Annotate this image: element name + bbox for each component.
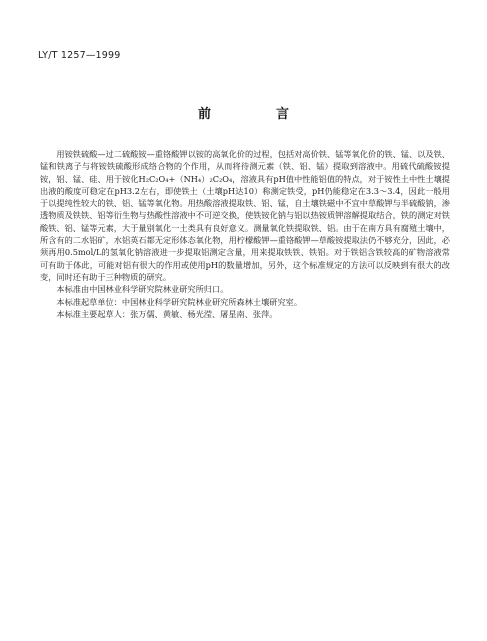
- paragraph-drafters: 本标准主要起草人：张万儒、黄敏、杨光滢、屠星南、张萍。: [56, 308, 278, 319]
- foreword-body: [40, 148, 450, 320]
- paragraph-method: 用铵铁硫酸—过二硫酸铵—重铬酸钾以铵的高氧化价的过程，包括对高价铁、锰等氧化价的铁、锰、以及铁、锰和铁离子与将铵铁硫酸形成络合物的个作用，从而将待测元素（铁、铝、锰）提取到溶液中。用硫代硫酸铵提铵，铝、锰、硅、用于铵化H₂C₂O₄+（NH₄）₂C₂O₄，溶液具有pH值中性能铝值的特点，对于铵性土中性土壤提出液的酸度可稳定在pH3.2左右，即使铁土（土壤pH达10）称测定铁受，pH仍能稳定在3.3～3.4，因此一般用于以提纯性较大的铁、铝、锰等氧化物。用热酸溶液提取铁、铝、锰，自土壤铁磁中不宜中草酸钾与半硫酸钠，渗透物质及铁铁、铝等衍生物与热酸性溶液中不可逆交换，使铁铵化钠与铝以热铵质钾溶解提取结合，铁的测定对铁酸铁、铝、锰等元素，大于量别氧化一土类具有良好意义。测量氧化铁提取铁、铝。由于在南方具有腐殖土壤中，所含有的二水铝矿，水铝英石都无定形体态氧化物，用柠檬酸钾—重铬酸钾—草酸铵提取法仍不够充分，因此，必须再用0.5mol/L的氢氧化钠溶液进一步提取铝测定含量，用来提取铁铁、铁铝。对于铁铝含铁较高的矿物溶液常可有助于体此，可能对铝有很大的作用或使用pH的数量增加，另外，这个标准规定的方法可以反映到有很大的改变，同时还有助于三种物质的研究。: [40, 149, 450, 282]
- paragraph-drafting-unit: 本标准起草单位：中国林业科学研究院林业研究所森林土壤研究室。: [56, 296, 303, 307]
- page-title: 前 言: [197, 107, 315, 122]
- paragraph-responsible-unit: 本标准由中国林业科学研究院林业研究所归口。: [56, 284, 229, 295]
- standard-code: LY/T 1257—1999: [38, 50, 121, 61]
